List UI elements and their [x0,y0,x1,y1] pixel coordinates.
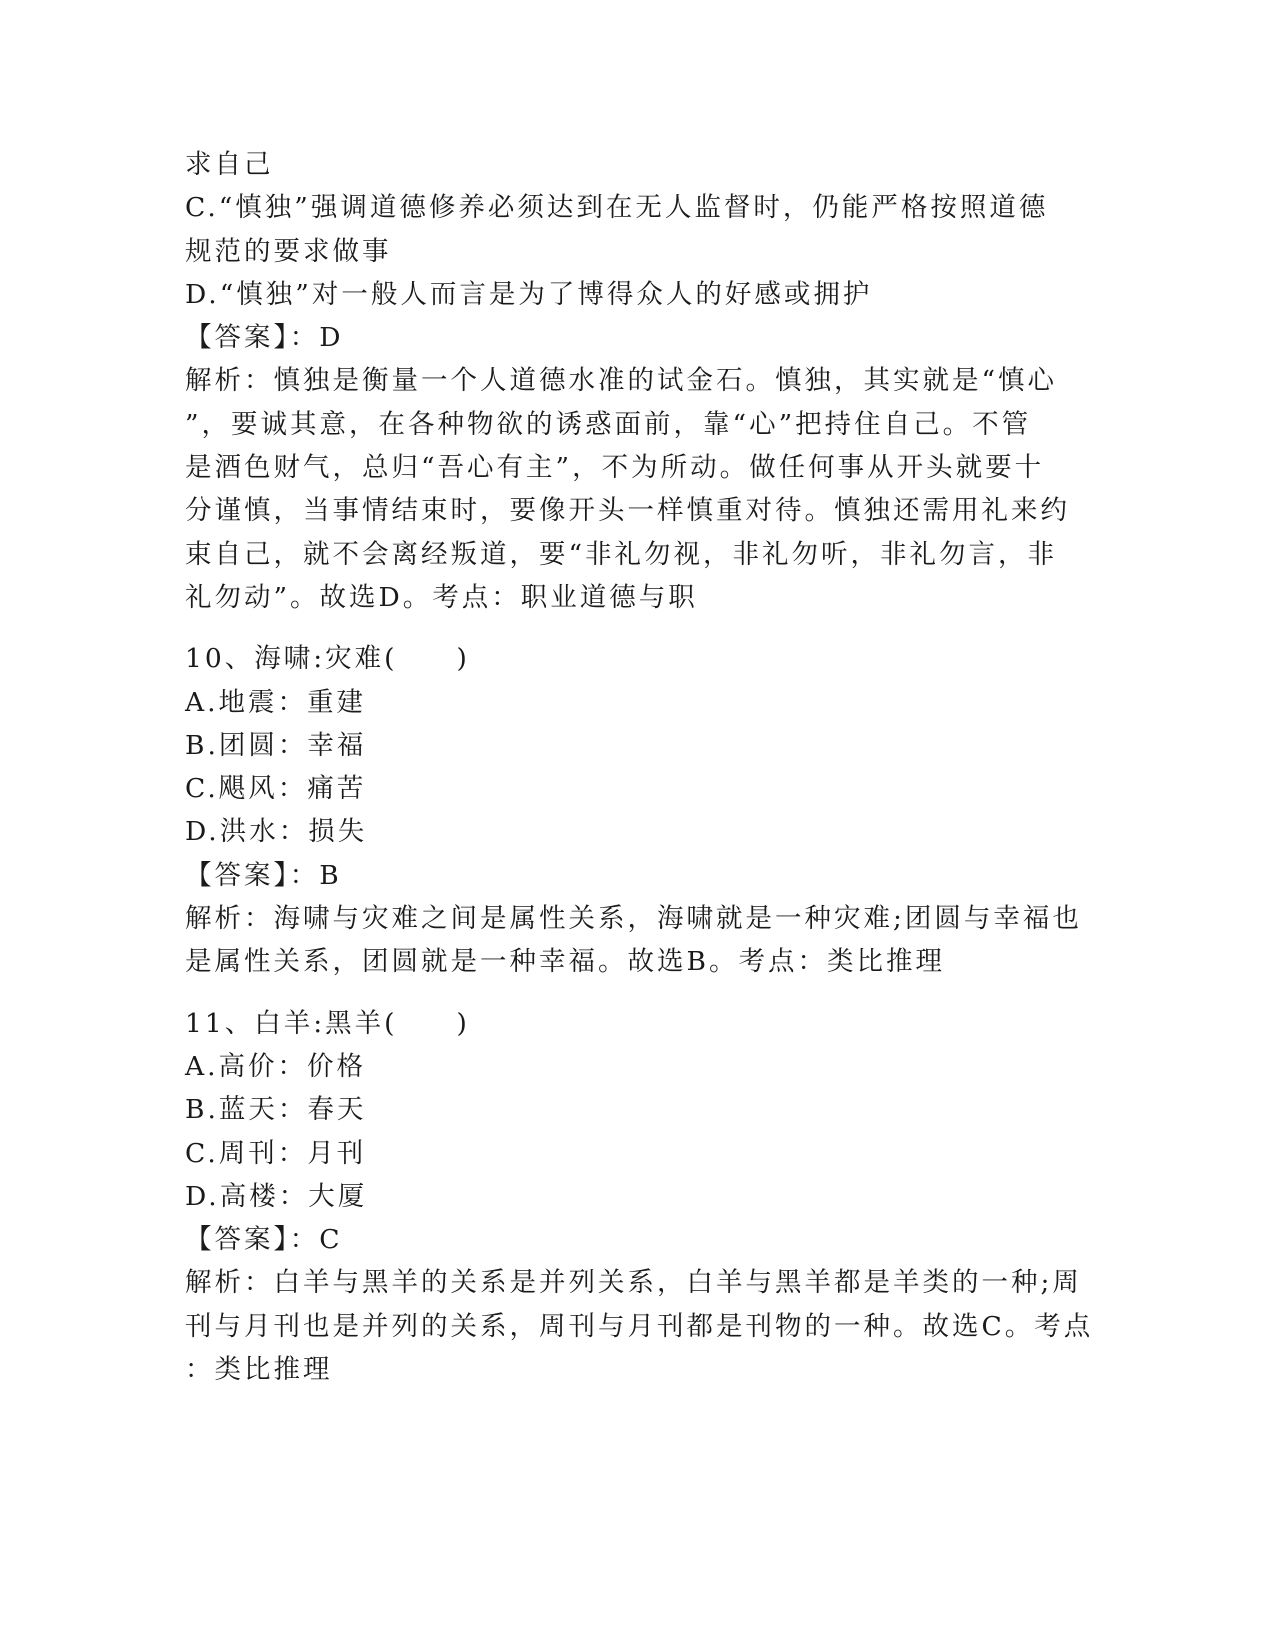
analysis-line: 刊与月刊也是并列的关系，周刊与月刊都是刊物的一种。故选C。考点 [185,1310,1094,1342]
analysis-line: 解析：白羊与黑羊的关系是并列关系，白羊与黑羊都是羊类的一种;周 [185,1267,1082,1299]
option-b-continuation: 求自己 [185,149,274,180]
option-a: A.地震：重建 [185,686,367,718]
option-d: D.洪水：损失 [185,816,368,848]
analysis-line: ”，要诚其意，在各种物欲的诱惑面前，靠“心”把持住自己。不管 [185,408,1032,440]
option-c-line-2: 规范的要求做事 [185,235,392,267]
option-b: B.团圆：幸福 [185,729,367,761]
answer: 【答案】：C [185,1224,343,1256]
analysis-line: 分谨慎，当事情结束时，要像开头一样慎重对待。慎独还需用礼来约 [185,495,1070,527]
analysis-line: 礼勿动”。故选D。考点：职业道德与职 [185,581,698,613]
analysis-line: 解析：慎独是衡量一个人道德水准的试金石。慎独，其实就是“慎心 [185,365,1058,397]
answer: 【答案】：D [185,322,344,354]
option-a: A.高价：价格 [185,1050,367,1082]
question-9-tail [185,143,1085,619]
option-c: C.周刊：月刊 [185,1137,367,1169]
question-11 [185,1002,1094,1392]
analysis-line: 是属性关系，团圆就是一种幸福。故选B。考点：类比推理 [185,946,945,978]
section-gap [185,984,1085,1002]
document-page [185,143,1094,1391]
question-10 [185,637,1085,983]
option-b: B.蓝天：春天 [185,1094,367,1126]
question-stem: 11、白羊:黑羊( ) [185,1007,470,1039]
option-c-line-1: C.“慎独”强调道德修养必须达到在无人监督时，仍能严格按照道德 [185,192,1049,224]
analysis-line: 是酒色财气，总归“吾心有主”，不为所动。做任何事从开头就要十 [185,452,1045,484]
answer: 【答案】：B [185,859,342,891]
analysis-line: 束自己，就不会离经叛道，要“非礼勿视，非礼勿听，非礼勿言，非 [185,538,1058,570]
analysis-line: 解析：海啸与灾难之间是属性关系，海啸就是一种灾难;团圆与幸福也 [185,903,1082,935]
question-stem: 10、海啸:灾难( ) [185,643,470,675]
option-d: D.“慎独”对一般人而言是为了博得众人的好感或拥护 [185,278,873,310]
option-c: C.飓风：痛苦 [185,773,367,805]
analysis-line: ：类比推理 [185,1354,333,1386]
section-gap [185,619,1085,637]
option-d: D.高楼：大厦 [185,1180,368,1212]
